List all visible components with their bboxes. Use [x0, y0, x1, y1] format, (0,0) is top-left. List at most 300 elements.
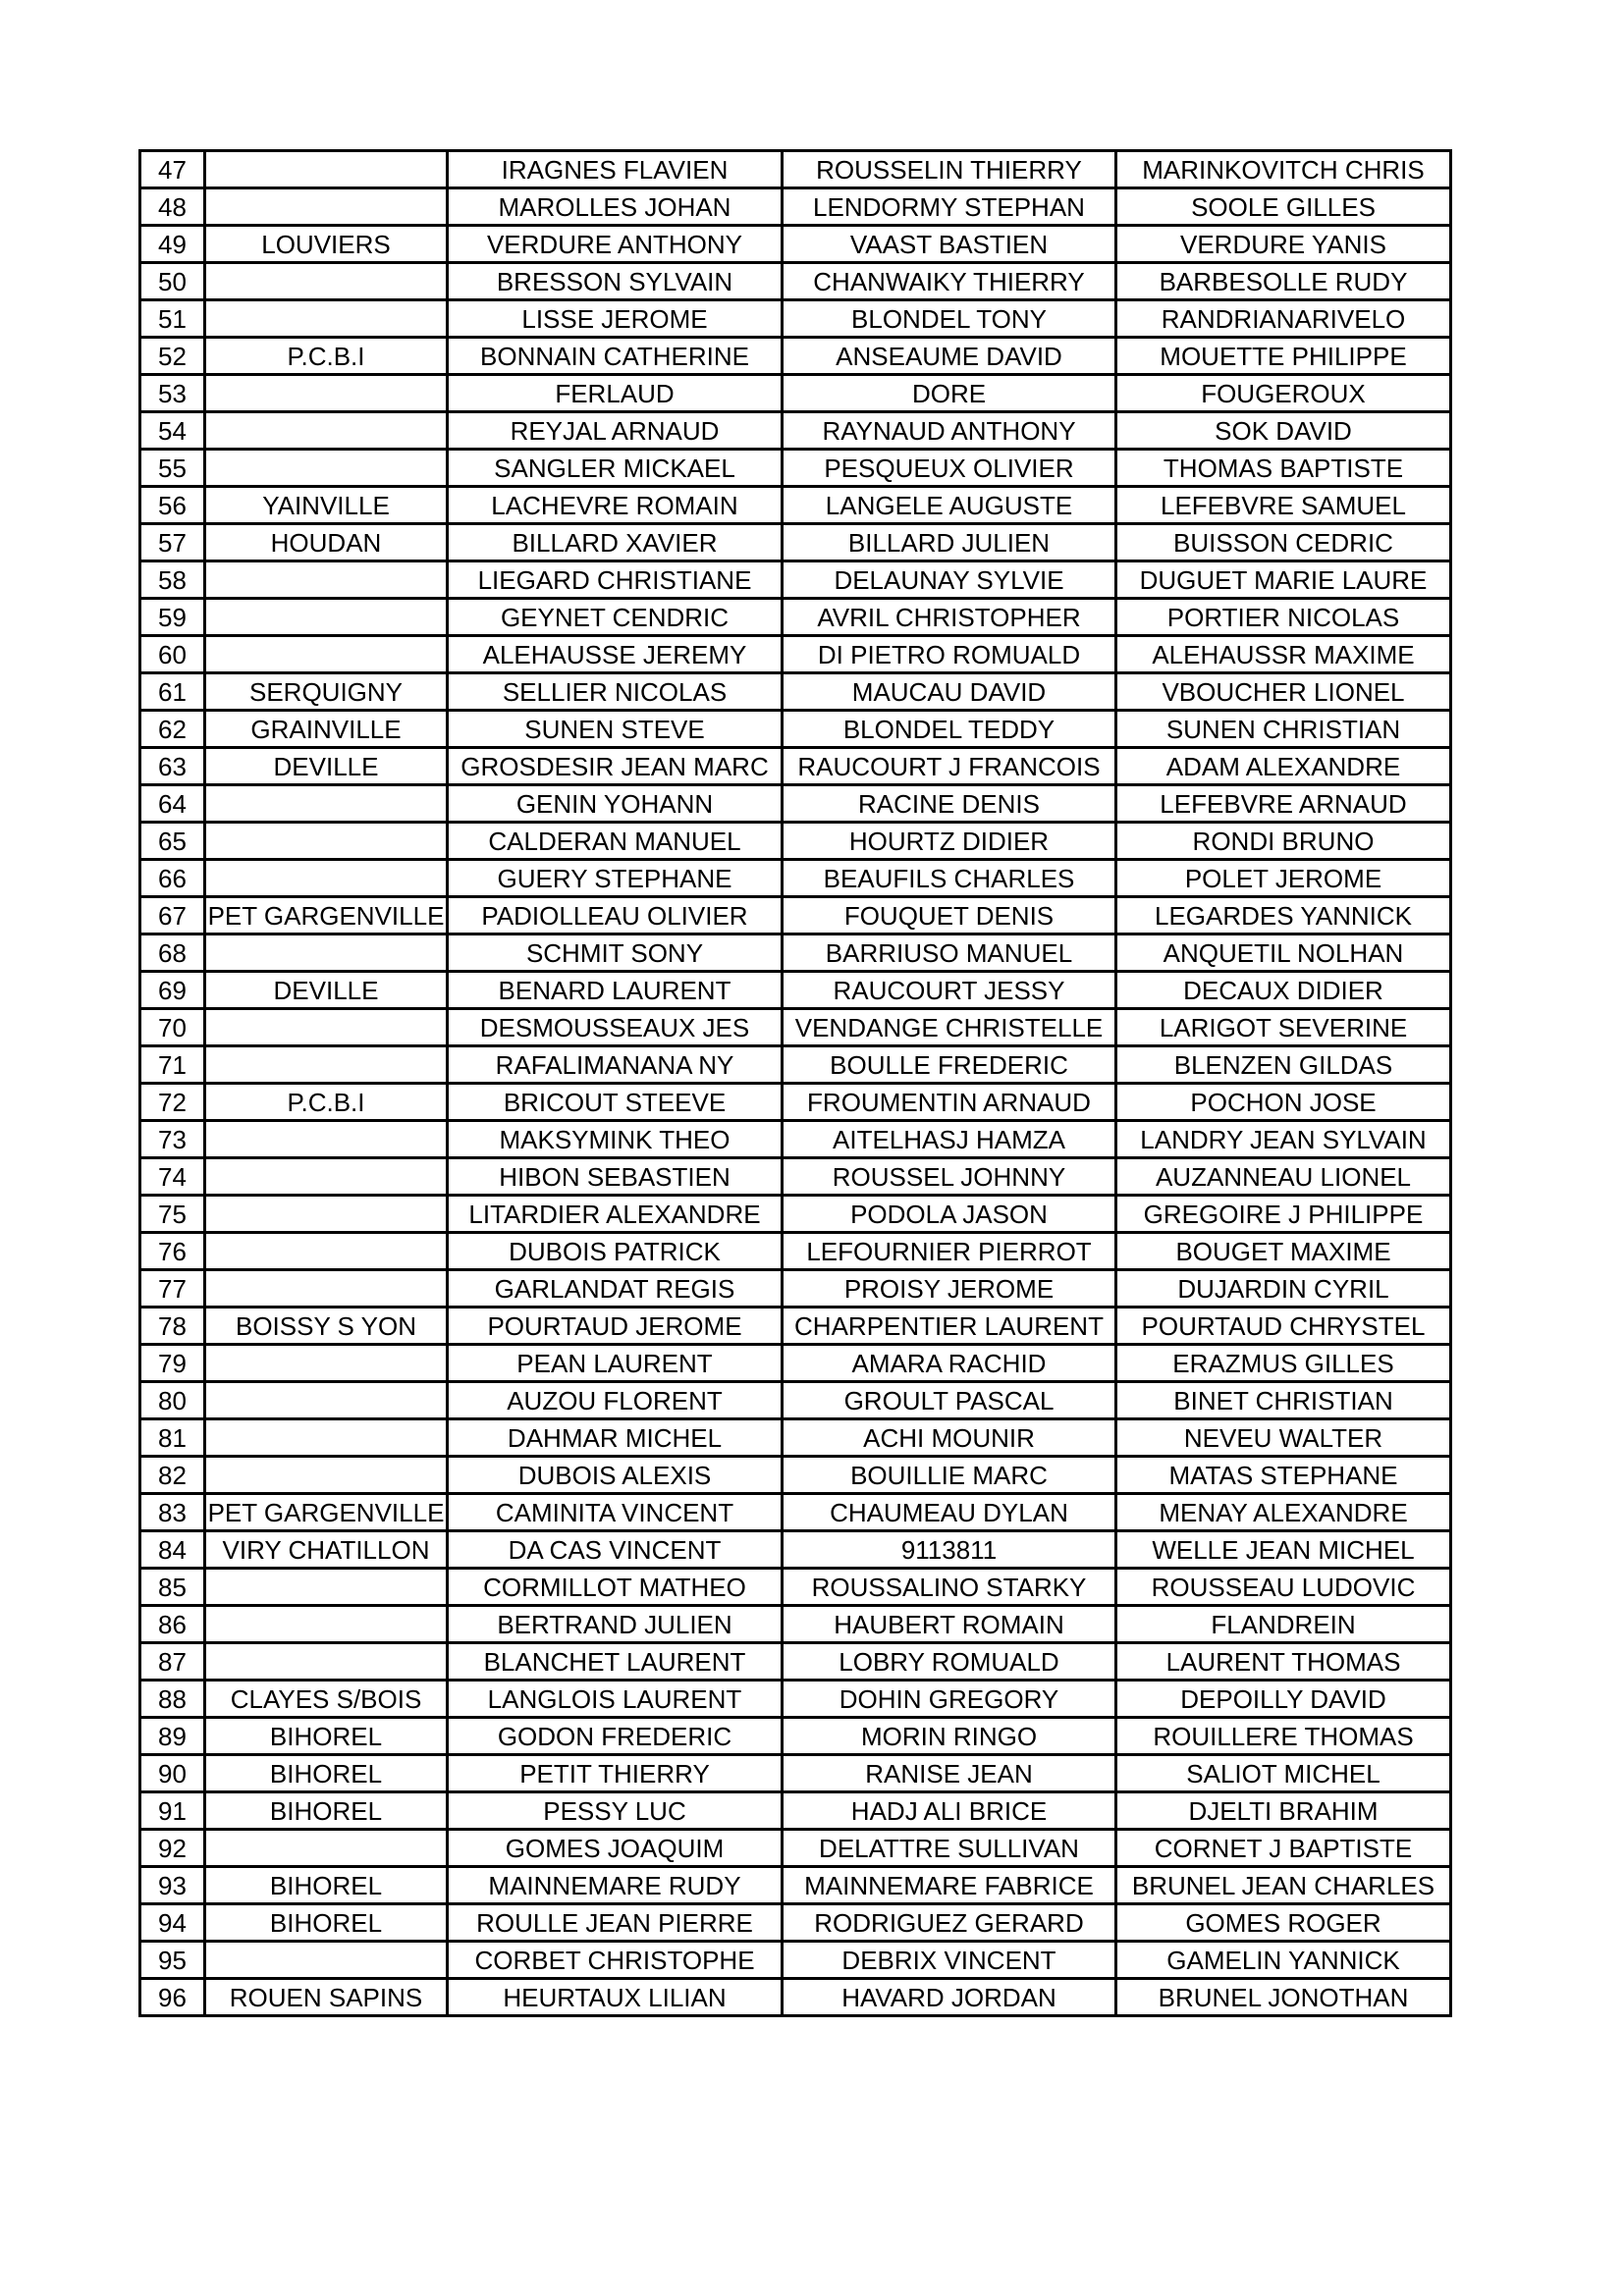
player-2-cell: LANGELE AUGUSTE	[783, 487, 1116, 524]
club-cell	[205, 823, 448, 860]
team-number-cell: 85	[140, 1569, 205, 1606]
player-2-cell: AMARA RACHID	[783, 1345, 1116, 1382]
club-cell	[205, 599, 448, 636]
player-2-cell: ROUSSELIN THIERRY	[783, 151, 1116, 188]
team-number-cell: 55	[140, 450, 205, 487]
club-cell	[205, 300, 448, 338]
player-2-cell: VAAST BASTIEN	[783, 226, 1116, 263]
team-number-cell: 77	[140, 1270, 205, 1308]
table-row	[140, 1046, 1451, 1084]
player-3-cell: BINET CHRISTIAN	[1116, 1382, 1451, 1419]
player-3-cell: BARBESOLLE RUDY	[1116, 263, 1451, 300]
team-number-cell: 49	[140, 226, 205, 263]
player-2-cell: CHARPENTIER LAURENT	[783, 1308, 1116, 1345]
table-row	[140, 1233, 1451, 1270]
club-cell: BOISSY S YON	[205, 1308, 448, 1345]
player-1-cell: LACHEVRE ROMAIN	[448, 487, 783, 524]
club-cell	[205, 1046, 448, 1084]
team-number-cell: 90	[140, 1755, 205, 1792]
team-number-cell: 82	[140, 1457, 205, 1494]
player-1-cell: GARLANDAT REGIS	[448, 1270, 783, 1308]
table-row	[140, 1643, 1451, 1681]
player-3-cell: BLENZEN GILDAS	[1116, 1046, 1451, 1084]
player-3-cell: MOUETTE PHILIPPE	[1116, 338, 1451, 375]
club-cell: YAINVILLE	[205, 487, 448, 524]
player-3-cell: RANDRIANARIVELO	[1116, 300, 1451, 338]
player-1-cell: GEYNET CENDRIC	[448, 599, 783, 636]
table-row	[140, 1382, 1451, 1419]
club-cell: P.C.B.I	[205, 338, 448, 375]
club-cell	[205, 263, 448, 300]
table-row	[140, 487, 1451, 524]
table-row	[140, 1718, 1451, 1755]
player-2-cell: FROUMENTIN ARNAUD	[783, 1084, 1116, 1121]
team-number-cell: 47	[140, 151, 205, 188]
player-3-cell: ANQUETIL NOLHAN	[1116, 934, 1451, 972]
player-1-cell: BLANCHET LAURENT	[448, 1643, 783, 1681]
player-1-cell: DAHMAR MICHEL	[448, 1419, 783, 1457]
player-3-cell: MENAY ALEXANDRE	[1116, 1494, 1451, 1531]
table-row	[140, 1308, 1451, 1345]
team-number-cell: 89	[140, 1718, 205, 1755]
player-2-cell: RAYNAUD ANTHONY	[783, 412, 1116, 450]
team-number-cell: 68	[140, 934, 205, 972]
team-number-cell: 64	[140, 785, 205, 823]
player-1-cell: CALDERAN MANUEL	[448, 823, 783, 860]
team-number-cell: 87	[140, 1643, 205, 1681]
player-2-cell: LENDORMY STEPHAN	[783, 188, 1116, 226]
table-row	[140, 1569, 1451, 1606]
team-number-cell: 95	[140, 1942, 205, 1979]
club-cell	[205, 450, 448, 487]
player-1-cell: BENARD LAURENT	[448, 972, 783, 1009]
player-1-cell: GROSDESIR JEAN MARC	[448, 748, 783, 785]
player-2-cell: BLONDEL TEDDY	[783, 711, 1116, 748]
player-1-cell: RAFALIMANANA NY	[448, 1046, 783, 1084]
player-3-cell: ROUILLERE THOMAS	[1116, 1718, 1451, 1755]
player-2-cell: GROULT PASCAL	[783, 1382, 1116, 1419]
club-cell: BIHOREL	[205, 1792, 448, 1830]
player-2-cell: BEAUFILS CHARLES	[783, 860, 1116, 897]
team-number-cell: 93	[140, 1867, 205, 1904]
team-number-cell: 78	[140, 1308, 205, 1345]
table-row	[140, 972, 1451, 1009]
player-1-cell: DUBOIS PATRICK	[448, 1233, 783, 1270]
team-number-cell: 51	[140, 300, 205, 338]
player-1-cell: GOMES JOAQUIM	[448, 1830, 783, 1867]
player-1-cell: MAKSYMINK THEO	[448, 1121, 783, 1158]
player-1-cell: SCHMIT SONY	[448, 934, 783, 972]
table-row	[140, 151, 1451, 188]
table-row	[140, 188, 1451, 226]
table-row	[140, 375, 1451, 412]
player-3-cell: FOUGEROUX	[1116, 375, 1451, 412]
table-row	[140, 711, 1451, 748]
team-number-cell: 83	[140, 1494, 205, 1531]
team-number-cell: 58	[140, 561, 205, 599]
player-2-cell: AITELHASJ HAMZA	[783, 1121, 1116, 1158]
player-2-cell: ROUSSALINO STARKY	[783, 1569, 1116, 1606]
table-row	[140, 1942, 1451, 1979]
team-number-cell: 86	[140, 1606, 205, 1643]
club-cell	[205, 1009, 448, 1046]
team-number-cell: 74	[140, 1158, 205, 1196]
table-row	[140, 748, 1451, 785]
table-row	[140, 1196, 1451, 1233]
player-2-cell: BLONDEL TONY	[783, 300, 1116, 338]
player-1-cell: HEURTAUX LILIAN	[448, 1979, 783, 2016]
club-cell	[205, 934, 448, 972]
player-2-cell: DORE	[783, 375, 1116, 412]
table-row	[140, 1158, 1451, 1196]
club-cell	[205, 1419, 448, 1457]
club-cell	[205, 1121, 448, 1158]
team-number-cell: 70	[140, 1009, 205, 1046]
table-row	[140, 1121, 1451, 1158]
table-row	[140, 1270, 1451, 1308]
player-2-cell: RANISE JEAN	[783, 1755, 1116, 1792]
team-number-cell: 92	[140, 1830, 205, 1867]
club-cell: BIHOREL	[205, 1755, 448, 1792]
player-2-cell: DELAUNAY SYLVIE	[783, 561, 1116, 599]
team-number-cell: 91	[140, 1792, 205, 1830]
team-number-cell: 94	[140, 1904, 205, 1942]
player-3-cell: GAMELIN YANNICK	[1116, 1942, 1451, 1979]
player-2-cell: DEBRIX VINCENT	[783, 1942, 1116, 1979]
team-number-cell: 65	[140, 823, 205, 860]
player-3-cell: DEPOILLY DAVID	[1116, 1681, 1451, 1718]
club-cell	[205, 1233, 448, 1270]
table-row	[140, 1830, 1451, 1867]
player-1-cell: REYJAL ARNAUD	[448, 412, 783, 450]
player-2-cell: HOURTZ DIDIER	[783, 823, 1116, 860]
player-2-cell: HADJ ALI BRICE	[783, 1792, 1116, 1830]
player-3-cell: LANDRY JEAN SYLVAIN	[1116, 1121, 1451, 1158]
player-1-cell: BRESSON SYLVAIN	[448, 263, 783, 300]
player-1-cell: DESMOUSSEAUX JES	[448, 1009, 783, 1046]
club-cell: PET GARGENVILLE	[205, 897, 448, 934]
player-1-cell: PEAN LAURENT	[448, 1345, 783, 1382]
club-cell: LOUVIERS	[205, 226, 448, 263]
team-number-cell: 66	[140, 860, 205, 897]
team-number-cell: 62	[140, 711, 205, 748]
team-number-cell: 69	[140, 972, 205, 1009]
club-cell	[205, 1606, 448, 1643]
team-number-cell: 80	[140, 1382, 205, 1419]
player-2-cell: PODOLA JASON	[783, 1196, 1116, 1233]
table-row	[140, 226, 1451, 263]
teams-table	[138, 149, 1452, 2017]
club-cell: CLAYES S/BOIS	[205, 1681, 448, 1718]
player-2-cell: RODRIGUEZ GERARD	[783, 1904, 1116, 1942]
table-row	[140, 450, 1451, 487]
team-number-cell: 71	[140, 1046, 205, 1084]
table-row	[140, 599, 1451, 636]
team-number-cell: 54	[140, 412, 205, 450]
player-2-cell: BOULLE FREDERIC	[783, 1046, 1116, 1084]
club-cell: ROUEN SAPINS	[205, 1979, 448, 2016]
player-3-cell: ADAM ALEXANDRE	[1116, 748, 1451, 785]
table-row	[140, 1531, 1451, 1569]
player-1-cell: VERDURE ANTHONY	[448, 226, 783, 263]
player-3-cell: GREGOIRE J PHILIPPE	[1116, 1196, 1451, 1233]
player-1-cell: LISSE JEROME	[448, 300, 783, 338]
player-1-cell: GENIN YOHANN	[448, 785, 783, 823]
table-row	[140, 636, 1451, 673]
table-row	[140, 1084, 1451, 1121]
player-2-cell: PESQUEUX OLIVIER	[783, 450, 1116, 487]
player-1-cell: FERLAUD	[448, 375, 783, 412]
player-2-cell: DI PIETRO ROMUALD	[783, 636, 1116, 673]
player-2-cell: DELATTRE SULLIVAN	[783, 1830, 1116, 1867]
player-2-cell: MAINNEMARE FABRICE	[783, 1867, 1116, 1904]
club-cell	[205, 151, 448, 188]
club-cell	[205, 1270, 448, 1308]
player-3-cell: MARINKOVITCH CHRIS	[1116, 151, 1451, 188]
player-1-cell: DUBOIS ALEXIS	[448, 1457, 783, 1494]
player-1-cell: PESSY LUC	[448, 1792, 783, 1830]
club-cell	[205, 1382, 448, 1419]
club-cell: SERQUIGNY	[205, 673, 448, 711]
table-row	[140, 1681, 1451, 1718]
club-cell	[205, 1830, 448, 1867]
team-number-cell: 76	[140, 1233, 205, 1270]
player-2-cell: FOUQUET DENIS	[783, 897, 1116, 934]
club-cell: BIHOREL	[205, 1867, 448, 1904]
player-3-cell: SALIOT MICHEL	[1116, 1755, 1451, 1792]
player-1-cell: BERTRAND JULIEN	[448, 1606, 783, 1643]
player-3-cell: POLET JEROME	[1116, 860, 1451, 897]
player-2-cell: BARRIUSO MANUEL	[783, 934, 1116, 972]
table-row	[140, 860, 1451, 897]
table-row	[140, 338, 1451, 375]
player-1-cell: MAINNEMARE RUDY	[448, 1867, 783, 1904]
player-3-cell: NEVEU WALTER	[1116, 1419, 1451, 1457]
player-3-cell: PORTIER NICOLAS	[1116, 599, 1451, 636]
club-cell: BIHOREL	[205, 1904, 448, 1942]
team-number-cell: 96	[140, 1979, 205, 2016]
club-cell	[205, 188, 448, 226]
player-3-cell: DUGUET MARIE LAURE	[1116, 561, 1451, 599]
player-2-cell: BILLARD JULIEN	[783, 524, 1116, 561]
club-cell	[205, 412, 448, 450]
team-number-cell: 50	[140, 263, 205, 300]
player-1-cell: LIEGARD CHRISTIANE	[448, 561, 783, 599]
table-row	[140, 524, 1451, 561]
table-row	[140, 263, 1451, 300]
team-number-cell: 72	[140, 1084, 205, 1121]
teams-table-body	[140, 151, 1451, 2016]
club-cell	[205, 1643, 448, 1681]
table-row	[140, 934, 1451, 972]
club-cell: VIRY CHATILLON	[205, 1531, 448, 1569]
player-3-cell: LEGARDES YANNICK	[1116, 897, 1451, 934]
player-1-cell: POURTAUD JEROME	[448, 1308, 783, 1345]
team-number-cell: 73	[140, 1121, 205, 1158]
player-3-cell: WELLE JEAN MICHEL	[1116, 1531, 1451, 1569]
player-2-cell: HAUBERT ROMAIN	[783, 1606, 1116, 1643]
player-3-cell: BRUNEL JEAN CHARLES	[1116, 1867, 1451, 1904]
team-number-cell: 84	[140, 1531, 205, 1569]
team-number-cell: 57	[140, 524, 205, 561]
player-2-cell: BOUILLIE MARC	[783, 1457, 1116, 1494]
player-1-cell: HIBON SEBASTIEN	[448, 1158, 783, 1196]
player-3-cell: ERAZMUS GILLES	[1116, 1345, 1451, 1382]
table-row	[140, 1904, 1451, 1942]
player-1-cell: SANGLER MICKAEL	[448, 450, 783, 487]
player-2-cell: RAUCOURT JESSY	[783, 972, 1116, 1009]
team-number-cell: 88	[140, 1681, 205, 1718]
player-3-cell: LARIGOT SEVERINE	[1116, 1009, 1451, 1046]
player-1-cell: GODON FREDERIC	[448, 1718, 783, 1755]
player-3-cell: RONDI BRUNO	[1116, 823, 1451, 860]
table-row	[140, 1009, 1451, 1046]
club-cell	[205, 1942, 448, 1979]
player-3-cell: DJELTI BRAHIM	[1116, 1792, 1451, 1830]
club-cell	[205, 860, 448, 897]
player-1-cell: LANGLOIS LAURENT	[448, 1681, 783, 1718]
table-row	[140, 1792, 1451, 1830]
player-1-cell: LITARDIER ALEXANDRE	[448, 1196, 783, 1233]
table-row	[140, 1979, 1451, 2016]
table-row	[140, 300, 1451, 338]
player-1-cell: MAROLLES JOHAN	[448, 188, 783, 226]
player-3-cell: AUZANNEAU LIONEL	[1116, 1158, 1451, 1196]
club-cell	[205, 1569, 448, 1606]
player-3-cell: LEFEBVRE ARNAUD	[1116, 785, 1451, 823]
player-2-cell: 9113811	[783, 1531, 1116, 1569]
team-number-cell: 81	[140, 1419, 205, 1457]
table-row	[140, 785, 1451, 823]
player-3-cell: BRUNEL JONOTHAN	[1116, 1979, 1451, 2016]
club-cell	[205, 1345, 448, 1382]
player-2-cell: LEFOURNIER PIERROT	[783, 1233, 1116, 1270]
player-1-cell: ALEHAUSSE JEREMY	[448, 636, 783, 673]
club-cell: GRAINVILLE	[205, 711, 448, 748]
player-1-cell: ROULLE JEAN PIERRE	[448, 1904, 783, 1942]
player-1-cell: DA CAS VINCENT	[448, 1531, 783, 1569]
team-number-cell: 63	[140, 748, 205, 785]
club-cell: HOUDAN	[205, 524, 448, 561]
player-1-cell: CAMINITA VINCENT	[448, 1494, 783, 1531]
player-3-cell: ROUSSEAU LUDOVIC	[1116, 1569, 1451, 1606]
player-3-cell: POCHON JOSE	[1116, 1084, 1451, 1121]
team-number-cell: 48	[140, 188, 205, 226]
club-cell	[205, 785, 448, 823]
club-cell	[205, 1158, 448, 1196]
team-number-cell: 53	[140, 375, 205, 412]
club-cell	[205, 561, 448, 599]
player-2-cell: DOHIN GREGORY	[783, 1681, 1116, 1718]
player-2-cell: CHAUMEAU DYLAN	[783, 1494, 1116, 1531]
club-cell	[205, 375, 448, 412]
team-number-cell: 61	[140, 673, 205, 711]
player-3-cell: POURTAUD CHRYSTEL	[1116, 1308, 1451, 1345]
player-1-cell: CORMILLOT MATHEO	[448, 1569, 783, 1606]
club-cell	[205, 1196, 448, 1233]
club-cell: DEVILLE	[205, 748, 448, 785]
player-2-cell: ROUSSEL JOHNNY	[783, 1158, 1116, 1196]
player-3-cell: SUNEN CHRISTIAN	[1116, 711, 1451, 748]
club-cell: BIHOREL	[205, 1718, 448, 1755]
player-3-cell: FLANDREIN	[1116, 1606, 1451, 1643]
player-3-cell: CORNET J BAPTISTE	[1116, 1830, 1451, 1867]
club-cell: PET GARGENVILLE	[205, 1494, 448, 1531]
player-1-cell: PETIT THIERRY	[448, 1755, 783, 1792]
player-2-cell: PROISY JEROME	[783, 1270, 1116, 1308]
player-3-cell: BOUGET MAXIME	[1116, 1233, 1451, 1270]
team-number-cell: 60	[140, 636, 205, 673]
player-1-cell: GUERY STEPHANE	[448, 860, 783, 897]
table-row	[140, 673, 1451, 711]
player-3-cell: SOK DAVID	[1116, 412, 1451, 450]
player-2-cell: AVRIL CHRISTOPHER	[783, 599, 1116, 636]
table-row	[140, 823, 1451, 860]
table-row	[140, 1345, 1451, 1382]
player-3-cell: LAURENT THOMAS	[1116, 1643, 1451, 1681]
table-row	[140, 1606, 1451, 1643]
player-3-cell: VBOUCHER LIONEL	[1116, 673, 1451, 711]
player-1-cell: PADIOLLEAU OLIVIER	[448, 897, 783, 934]
club-cell	[205, 636, 448, 673]
player-2-cell: RACINE DENIS	[783, 785, 1116, 823]
player-3-cell: THOMAS BAPTISTE	[1116, 450, 1451, 487]
player-1-cell: SELLIER NICOLAS	[448, 673, 783, 711]
player-3-cell: ALEHAUSSR MAXIME	[1116, 636, 1451, 673]
player-3-cell: MATAS STEPHANE	[1116, 1457, 1451, 1494]
player-3-cell: GOMES ROGER	[1116, 1904, 1451, 1942]
player-2-cell: VENDANGE CHRISTELLE	[783, 1009, 1116, 1046]
player-2-cell: ANSEAUME DAVID	[783, 338, 1116, 375]
player-2-cell: LOBRY ROMUALD	[783, 1643, 1116, 1681]
player-2-cell: RAUCOURT J FRANCOIS	[783, 748, 1116, 785]
player-1-cell: BILLARD XAVIER	[448, 524, 783, 561]
player-2-cell: ACHI MOUNIR	[783, 1419, 1116, 1457]
player-3-cell: LEFEBVRE SAMUEL	[1116, 487, 1451, 524]
player-2-cell: MORIN RINGO	[783, 1718, 1116, 1755]
club-cell: DEVILLE	[205, 972, 448, 1009]
player-1-cell: CORBET CHRISTOPHE	[448, 1942, 783, 1979]
team-number-cell: 75	[140, 1196, 205, 1233]
team-number-cell: 52	[140, 338, 205, 375]
player-3-cell: DECAUX DIDIER	[1116, 972, 1451, 1009]
table-row	[140, 1457, 1451, 1494]
player-1-cell: AUZOU FLORENT	[448, 1382, 783, 1419]
player-3-cell: SOOLE GILLES	[1116, 188, 1451, 226]
team-number-cell: 59	[140, 599, 205, 636]
table-row	[140, 1867, 1451, 1904]
player-1-cell: SUNEN STEVE	[448, 711, 783, 748]
table-row	[140, 412, 1451, 450]
table-row	[140, 897, 1451, 934]
player-3-cell: DUJARDIN CYRIL	[1116, 1270, 1451, 1308]
player-3-cell: BUISSON CEDRIC	[1116, 524, 1451, 561]
club-cell: P.C.B.I	[205, 1084, 448, 1121]
club-cell	[205, 1457, 448, 1494]
team-number-cell: 56	[140, 487, 205, 524]
player-2-cell: MAUCAU DAVID	[783, 673, 1116, 711]
table-row	[140, 561, 1451, 599]
table-row	[140, 1755, 1451, 1792]
team-number-cell: 79	[140, 1345, 205, 1382]
team-number-cell: 67	[140, 897, 205, 934]
table-row	[140, 1419, 1451, 1457]
player-1-cell: IRAGNES FLAVIEN	[448, 151, 783, 188]
player-1-cell: BRICOUT STEEVE	[448, 1084, 783, 1121]
player-2-cell: CHANWAIKY THIERRY	[783, 263, 1116, 300]
table-row	[140, 1494, 1451, 1531]
player-2-cell: HAVARD JORDAN	[783, 1979, 1116, 2016]
